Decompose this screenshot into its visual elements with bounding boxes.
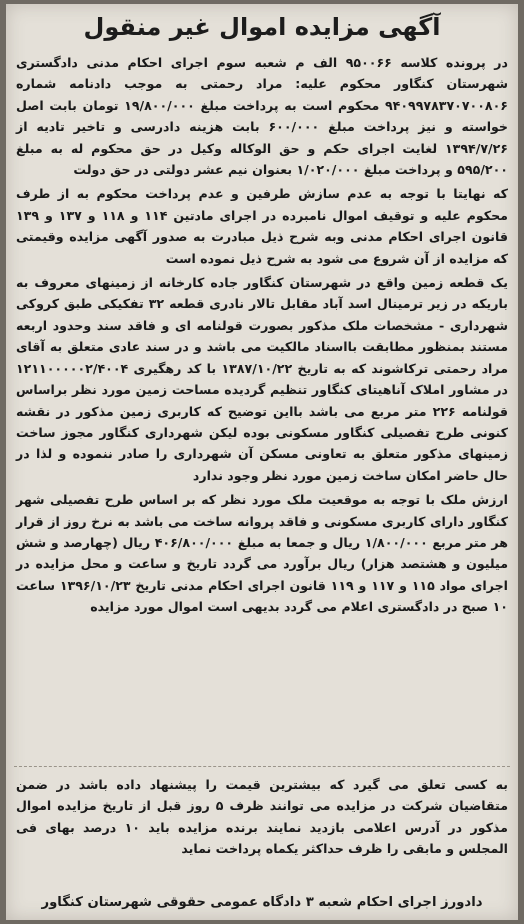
paragraph-valuation: ارزش ملک با توجه به موقعیت ملک مورد نظر که بر اساس طرح تفصیلی شهر کنگاور دارای کاربری مسکونی و فاقد پروانه ساخت می باشد به نرخ روز از قرار هر متر مربع ۱/۸۰۰/۰۰۰ ریال و جمعا به مبلغ ۴۰۶/۸۰۰/۰۰۰ ریال (چهارصد و شش میلیون و هشتصد هزار) ریال برآورد می گردد تاریخ و ساعت و محل مزایده در اجرای مواد ۱۱۵ و ۱۱۷ و ۱۱۹ قانون اجرای احکام مدنی تاریخ ۱۳۹۶/۱۰/۲۳ ساعت ۱۰ صبح در دادگستری اعلام می گردد بدیهی است اموال مورد مزایده	[16, 492, 508, 615]
paragraph-property-description: یک قطعه زمین واقع در شهرستان کنگاور جاده کارخانه از زمینهای معروف به باریکه در زیر ترمینال اسد آباد مقابل تالار نادری قطعه ۳۲ تفکیکی طبق کروکی شهرداری - مشخصات ملک مذکور بصورت قولنامه ای و فاقد سند وحدود اربعه مستند بمنظور مطابقت بااسناد مالکیت می باشد و در سند عادی متعلق به آقای مراد رحمتی ترکاشوند که به تاریخ ۱۳۸۷/۱۰/۲۲ با کد رهگیری ۱۲۱۱۰۰۰۰۰۲/۴۰۰۴ در مشاور املاک آناهیتای کنگاور تنظیم گردیده مساحت زمین مورد نظر براساس قولنامه ۲۲۶ متر مربع می باشد بااین توضیح که کاربری زمین مذکور در نقشه کنونی طرح تفصیلی کنگاور مسکونی بوده لیکن شهرداری کنگاور مجوز ساخت زمینهای مذکور متعلق به تعاونی مسکن آن شهرداری را صادر ننموده و لذا در حال حاضر امکان ساخت زمین مورد نظر وجود ندارد	[16, 275, 509, 483]
notice-signature: دادورز اجرای احکام شعبه ۳ دادگاه عمومی حقوقی شهرستان کنگاور	[41, 895, 483, 910]
paragraph-conditions: به کسی تعلق می گیرد که بیشترین قیمت را پیشنهاد داده باشد در ضمن متقاضیان شرکت در مزایده می توانند ظرف ۵ روز قبل از تاریخ مزایده اموال مذکور در آدرس اعلامی بازدید نمایند برنده مزایده باید ۱۰ درصد بهای فی المجلس و مابقی را ظرف حداکثر یکماه پرداخت نماید	[16, 777, 508, 857]
notice-title: آگهی مزایده اموال غیر منقول	[83, 13, 441, 41]
paragraph-seizure: که نهایتا با توجه به عدم سازش طرفین و عدم پرداخت محکوم به از طرف محکوم علیه و توقیف اموال نامبرده در اجرای مادتین ۱۱۴ و ۱۱۸ و ۱۳۷ و ۱۳۹ قانون اجرای احکام مدنی وبه شرح ذیل مبادرت به صدور آگهی مزایده وقیمتی که مزایده از آن شروع می شود به شرح ذیل نموده است	[16, 186, 508, 266]
paragraph-case-details: در پرونده کلاسه ۹۵۰۰۶۶ الف م شعبه سوم اجرای احکام مدنی دادگستری شهرستان کنگاور محکوم علیه: مراد رحمتی به موجب دادنامه شماره ۹۴۰۹۹۷۸۳۷۰۷۰۰۸۰۶ محکوم است به پرداخت مبلغ ۱۹/۸۰۰/۰۰۰ تومان بابت اصل خواسته و نیز پرداخت مبلغ ۶۰۰/۰۰۰ بابت هزینه دادرسی و تاخیر تادیه از ۱۳۹۴/۷/۲۶ لغایت اجرای حکم و حق الوکاله وکیل در حق محکوم له به مبلغ ۵۹۵/۲۰۰ و پرداخت مبلغ ۱/۰۲۰/۰۰۰ بعنوان نیم عشر دولتی در حق دولت	[16, 55, 509, 178]
newspaper-clipping	[6, 4, 518, 920]
notice-conditions	[16, 774, 508, 860]
clipping-divider	[14, 766, 510, 767]
notice-body	[16, 52, 508, 618]
